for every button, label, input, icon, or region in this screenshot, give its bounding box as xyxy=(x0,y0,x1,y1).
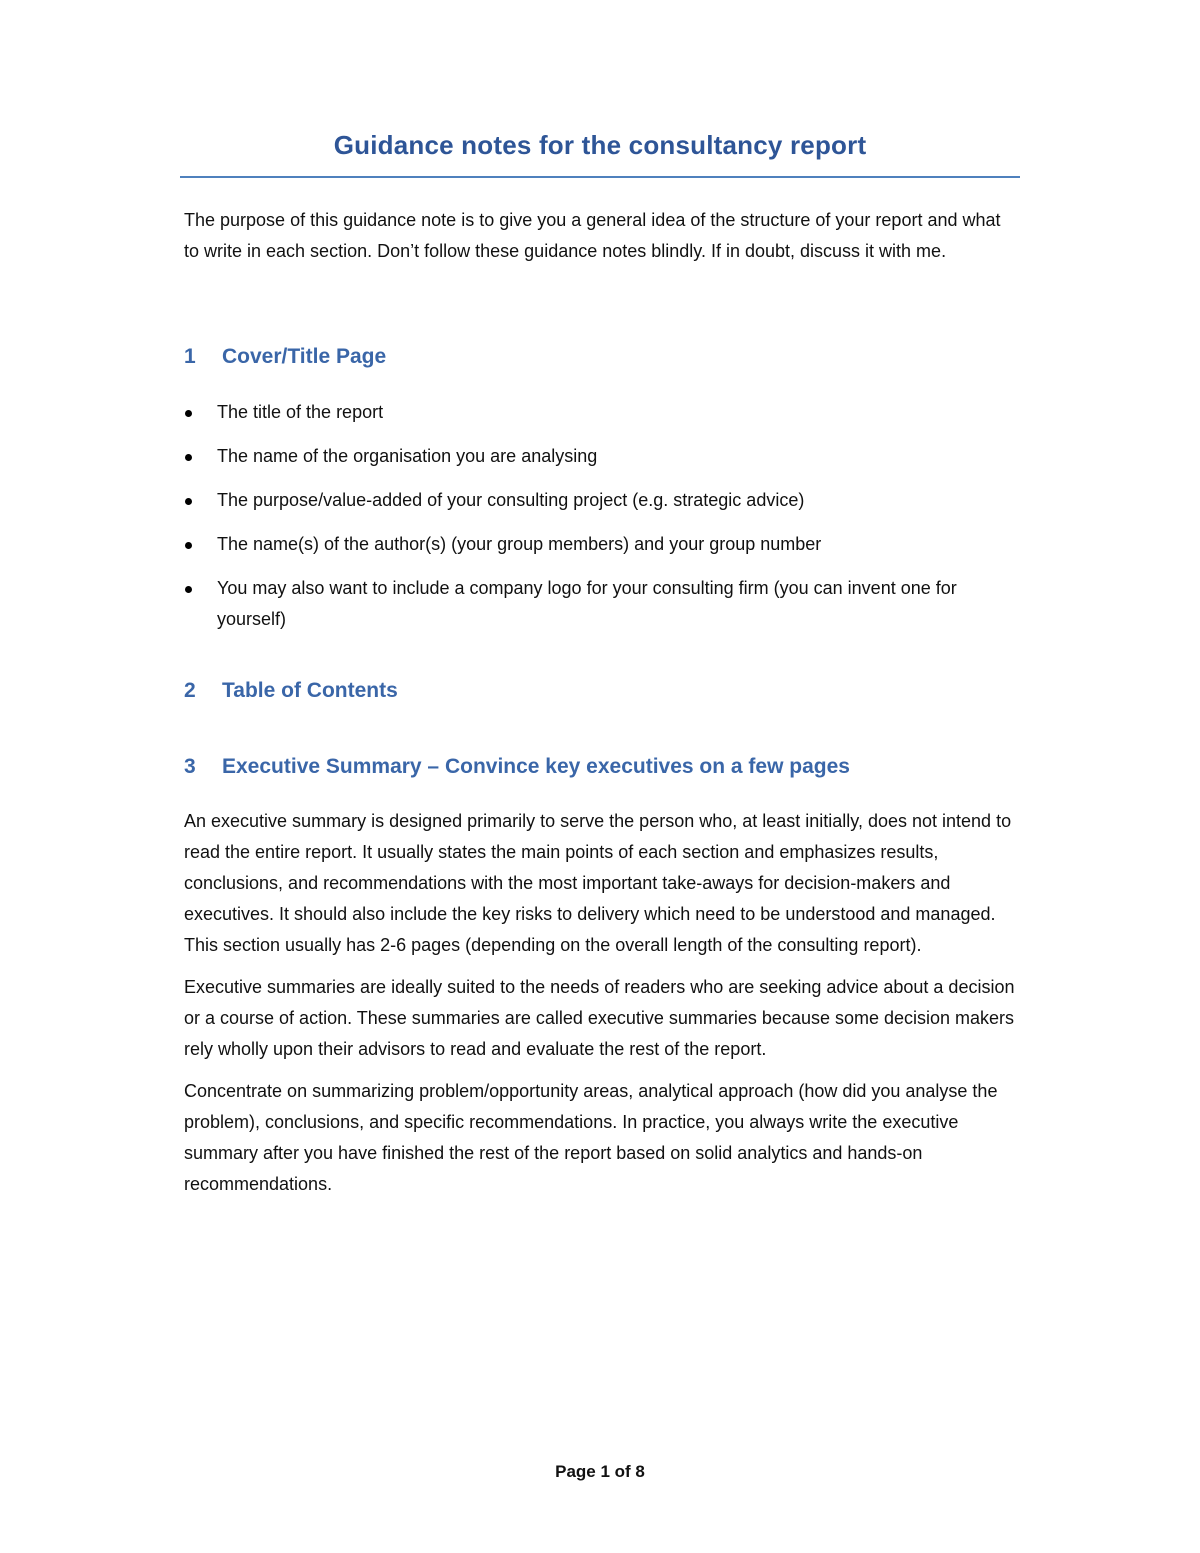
cover-page-bullet-list xyxy=(184,397,1020,648)
section-number: 2 xyxy=(184,679,196,702)
list-item-text: The name of the organisation you are analysing xyxy=(217,446,598,466)
title-underline xyxy=(180,176,1020,178)
bullet-icon xyxy=(185,498,192,505)
section-title: Cover/Title Page xyxy=(222,345,387,368)
page-number-footer: Page 1 of 8 xyxy=(555,1462,645,1481)
paragraph: Executive summaries are ideally suited to the needs of readers who are seeking advice about a decision or a course of action. These summaries are called executive summaries because some decision makers rely wholly upon their advisors to read and evaluate the rest of the report. xyxy=(184,977,1015,1059)
section-heading-executive-summary xyxy=(184,755,850,779)
list-item-text: You may also want to include a company logo for your consulting firm (you can invent one for yourself) xyxy=(217,578,957,629)
list-item xyxy=(184,441,1020,472)
bullet-icon xyxy=(185,410,192,417)
bullet-icon xyxy=(185,586,192,593)
bullet-icon xyxy=(185,542,192,549)
section-number: 3 xyxy=(184,755,196,778)
section-number: 1 xyxy=(184,345,196,368)
document-title: Guidance notes for the consultancy report xyxy=(333,130,867,160)
list-item xyxy=(184,573,1020,635)
paragraph: An executive summary is designed primarily to serve the person who, at least initially, does not intend to read the entire report. It usually states the main points of each section and emphasizes results, conclusions, and recommendations with the most important take-aways for decision-makers and executives. It should also include the key risks to delivery which need to be understood and managed. This section usually has 2-6 pages (depending on the overall length of the consulting report). xyxy=(184,811,1012,955)
list-item-text: The title of the report xyxy=(217,402,384,422)
section-heading-table-of-contents xyxy=(184,679,398,703)
section-title: Table of Contents xyxy=(222,679,398,702)
list-item-text: The purpose/value-added of your consulting project (e.g. strategic advice) xyxy=(217,490,805,510)
intro-paragraph xyxy=(184,205,1004,267)
intro-text: The purpose of this guidance note is to give you a general idea of the structure of your report and what to write in each section. Don’t follow these guidance notes blindly. If in doubt, discuss it with me. xyxy=(184,210,1001,261)
executive-summary-body xyxy=(184,806,1020,1211)
list-item xyxy=(184,485,1020,516)
section-heading-cover-title-page xyxy=(184,345,386,369)
paragraph: Concentrate on summarizing problem/opportunity areas, analytical approach (how did you analyse the problem), conclusions, and specific recommendations. In practice, you always write the executive summary after you have finished the rest of the report based on solid analytics and hands-on recommendations. xyxy=(184,1081,998,1194)
bullet-icon xyxy=(185,454,192,461)
list-item xyxy=(184,529,1020,560)
section-title: Executive Summary – Convince key executives on a few pages xyxy=(222,755,850,778)
list-item xyxy=(184,397,1020,428)
list-item-text: The name(s) of the author(s) (your group members) and your group number xyxy=(217,534,822,554)
